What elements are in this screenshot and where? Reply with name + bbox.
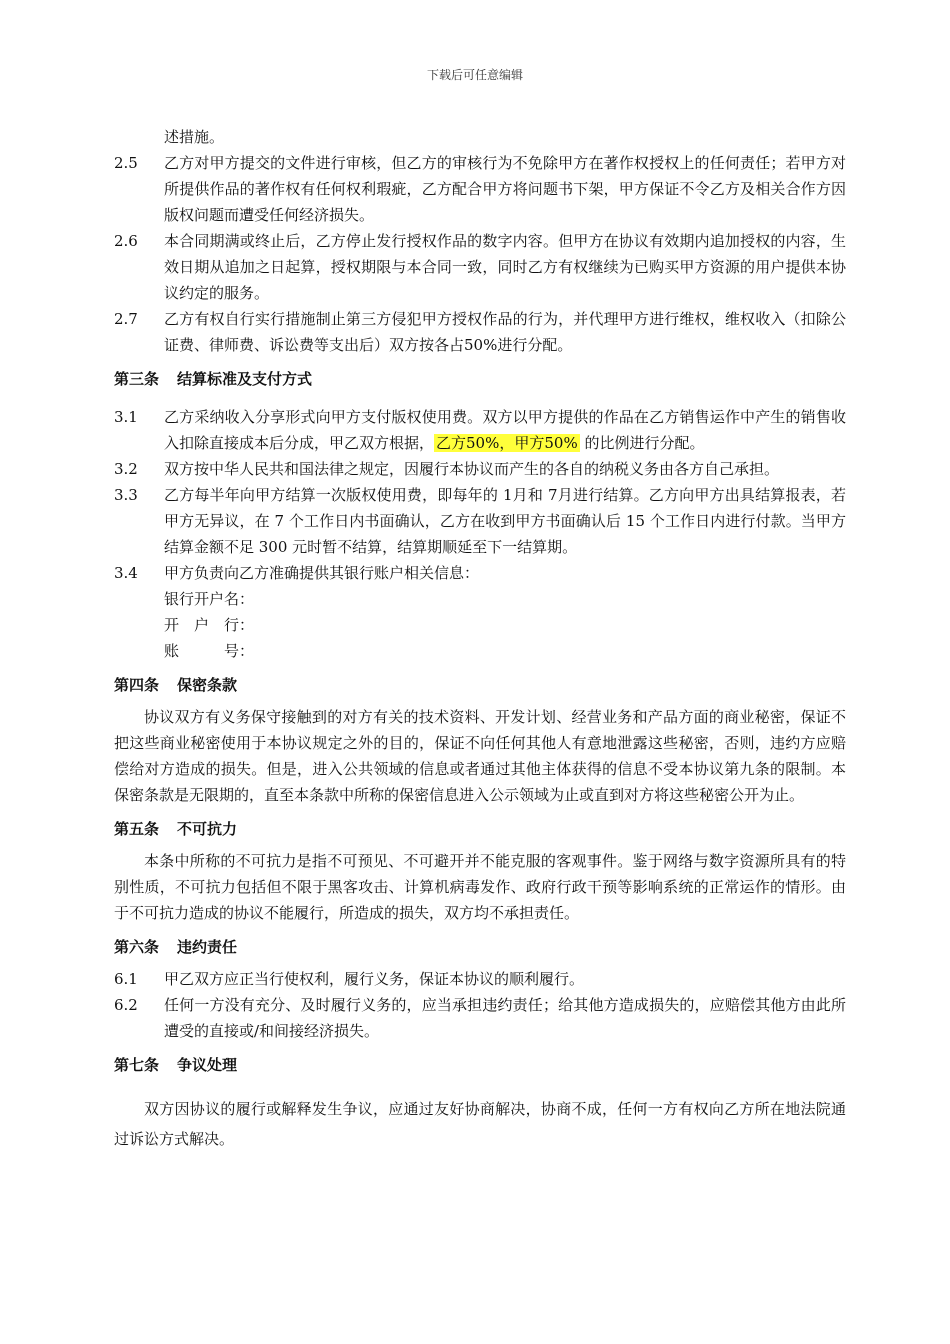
document-body — [114, 124, 846, 1154]
clause-number: 6.2 — [114, 996, 138, 1014]
clause-3-4 — [114, 560, 846, 586]
clause-text: 甲方负责向乙方准确提供其银行账户相关信息： — [164, 564, 480, 582]
clause-text: 乙方对甲方提交的文件进行审核，但乙方的审核行为不免除甲方在著作权授权上的任何责任；若甲方对所提供作品的著作权有任何权利瑕疵，乙方配合甲方将问题书下架，甲方保证不令乙方及相关合作方因版权问题而遭受任何经济损失。 — [164, 154, 846, 224]
clause-text: 甲乙双方应正当行使权利，履行义务，保证本协议的顺利履行。 — [164, 970, 585, 988]
section-number: 第五条 — [114, 820, 160, 838]
clause-text: 乙方每半年向甲方结算一次版权使用费，即每年的 1月和 7月进行结算。乙方向甲方出具结算报表，若甲方无异议，在 7 个工作日内书面确认，乙方在收到甲方书面确认后 15 个工作日内进行付款。当甲方结算金额不足 300 元时暂不结算，结算期顺延至下一结算期。 — [164, 486, 846, 556]
clause-2-6 — [114, 228, 846, 306]
clause-text — [164, 404, 846, 456]
clause-3-1 — [114, 404, 846, 456]
dispute-paragraph: 双方因协议的履行或解释发生争议，应通过友好协商解决，协商不成，任何一方有权向乙方所在地法院通过诉讼方式解决。 — [114, 1100, 846, 1148]
clause-text: 双方按中华人民共和国法律之规定，因履行本协议而产生的各自的纳税义务由各方自己承担。 — [164, 460, 780, 478]
clause-text: 本合同期满或终止后，乙方停止发行授权作品的数字内容。但甲方在协议有效期内追加授权的内容，生效日期从追加之日起算，授权期限与本合同一致，同时乙方有权继续为已购买甲方资源的用户提供本协议约定的服务。 — [164, 232, 846, 302]
bank-account-number: 账 号： — [164, 642, 255, 660]
clause-text-part: 的比例进行分配。 — [579, 434, 705, 452]
section-title: 保密条款 — [177, 676, 238, 694]
section-title: 结算标准及支付方式 — [177, 370, 313, 388]
section-number: 第六条 — [114, 938, 160, 956]
section-heading-3 — [114, 366, 846, 392]
section-title: 违约责任 — [177, 938, 238, 956]
section-number: 第四条 — [114, 676, 160, 694]
page-header: 下载后可任意编辑 — [426, 68, 523, 82]
clause-number: 3.4 — [114, 564, 138, 582]
confidentiality-paragraph: 协议双方有义务保守接触到的对方有关的技术资料、开发计划、经营业务和产品方面的商业秘密，保证不把这些商业秘密使用于本协议规定之外的目的，保证不向任何其他人有意地泄露这些秘密，否则，违约方应赔偿给对方造成的损失。但是，进入公共领域的信息或者通过其他主体获得的信息不受本协议第九条的限制。本保密条款是无限期的，直至本条款中所称的保密信息进入公示领域为止或直到对方将这些秘密公开为止。 — [114, 708, 846, 804]
clause-text-part: 乙方采纳收入分享形式向甲方支付版权使用费。双方以甲方提供的作品在乙方销售运作中产生的销售收入扣除直接成本后分成，甲乙双方根据， — [164, 408, 846, 452]
section-heading-7 — [114, 1052, 846, 1078]
clause-number: 3.2 — [114, 460, 138, 478]
section-title: 不可抗力 — [177, 820, 238, 838]
clause-number: 3.1 — [114, 408, 138, 426]
section-number: 第七条 — [114, 1056, 160, 1074]
clause-6-1 — [114, 966, 846, 992]
bank-branch: 开 户 行： — [164, 616, 255, 634]
clause-2-7 — [114, 306, 846, 358]
bank-account-name: 银行开户名： — [164, 590, 255, 608]
section-title: 争议处理 — [177, 1056, 238, 1074]
clause-text: 乙方有权自行实行措施制止第三方侵犯甲方授权作品的行为，并代理甲方进行维权，维权收入（扣除公证费、律师费、诉讼费等支出后）双方按各占50%进行分配。 — [164, 310, 846, 354]
clause-3-2 — [114, 456, 846, 482]
clause-text: 任何一方没有充分、及时履行义务的，应当承担违约责任；给其他方造成损失的，应赔偿其他方由此所遭受的直接或/和间接经济损失。 — [164, 996, 846, 1040]
section-number: 第三条 — [114, 370, 160, 388]
section-heading-6 — [114, 934, 846, 960]
clause-3-3 — [114, 482, 846, 560]
section-heading-5 — [114, 816, 846, 842]
clause-number: 2.7 — [114, 310, 138, 328]
clause-number: 6.1 — [114, 970, 138, 988]
clause-number: 3.3 — [114, 486, 138, 504]
continued-text: 述措施。 — [164, 128, 225, 146]
clause-6-2 — [114, 992, 846, 1044]
force-majeure-paragraph: 本条中所称的不可抗力是指不可预见、不可避开并不能克服的客观事件。鉴于网络与数字资源所具有的特别性质，不可抗力包括但不限于黑客攻击、计算机病毒发作、政府行政干预等影响系统的正常运作的情形。由于不可抗力造成的协议不能履行，所造成的损失，双方均不承担责任。 — [114, 852, 846, 922]
clause-number: 2.6 — [114, 232, 138, 250]
section-heading-4 — [114, 672, 846, 698]
clause-number: 2.5 — [114, 154, 138, 172]
clause-2-5 — [114, 150, 846, 228]
highlighted-ratio: 乙方50%，甲方50% — [436, 434, 578, 452]
